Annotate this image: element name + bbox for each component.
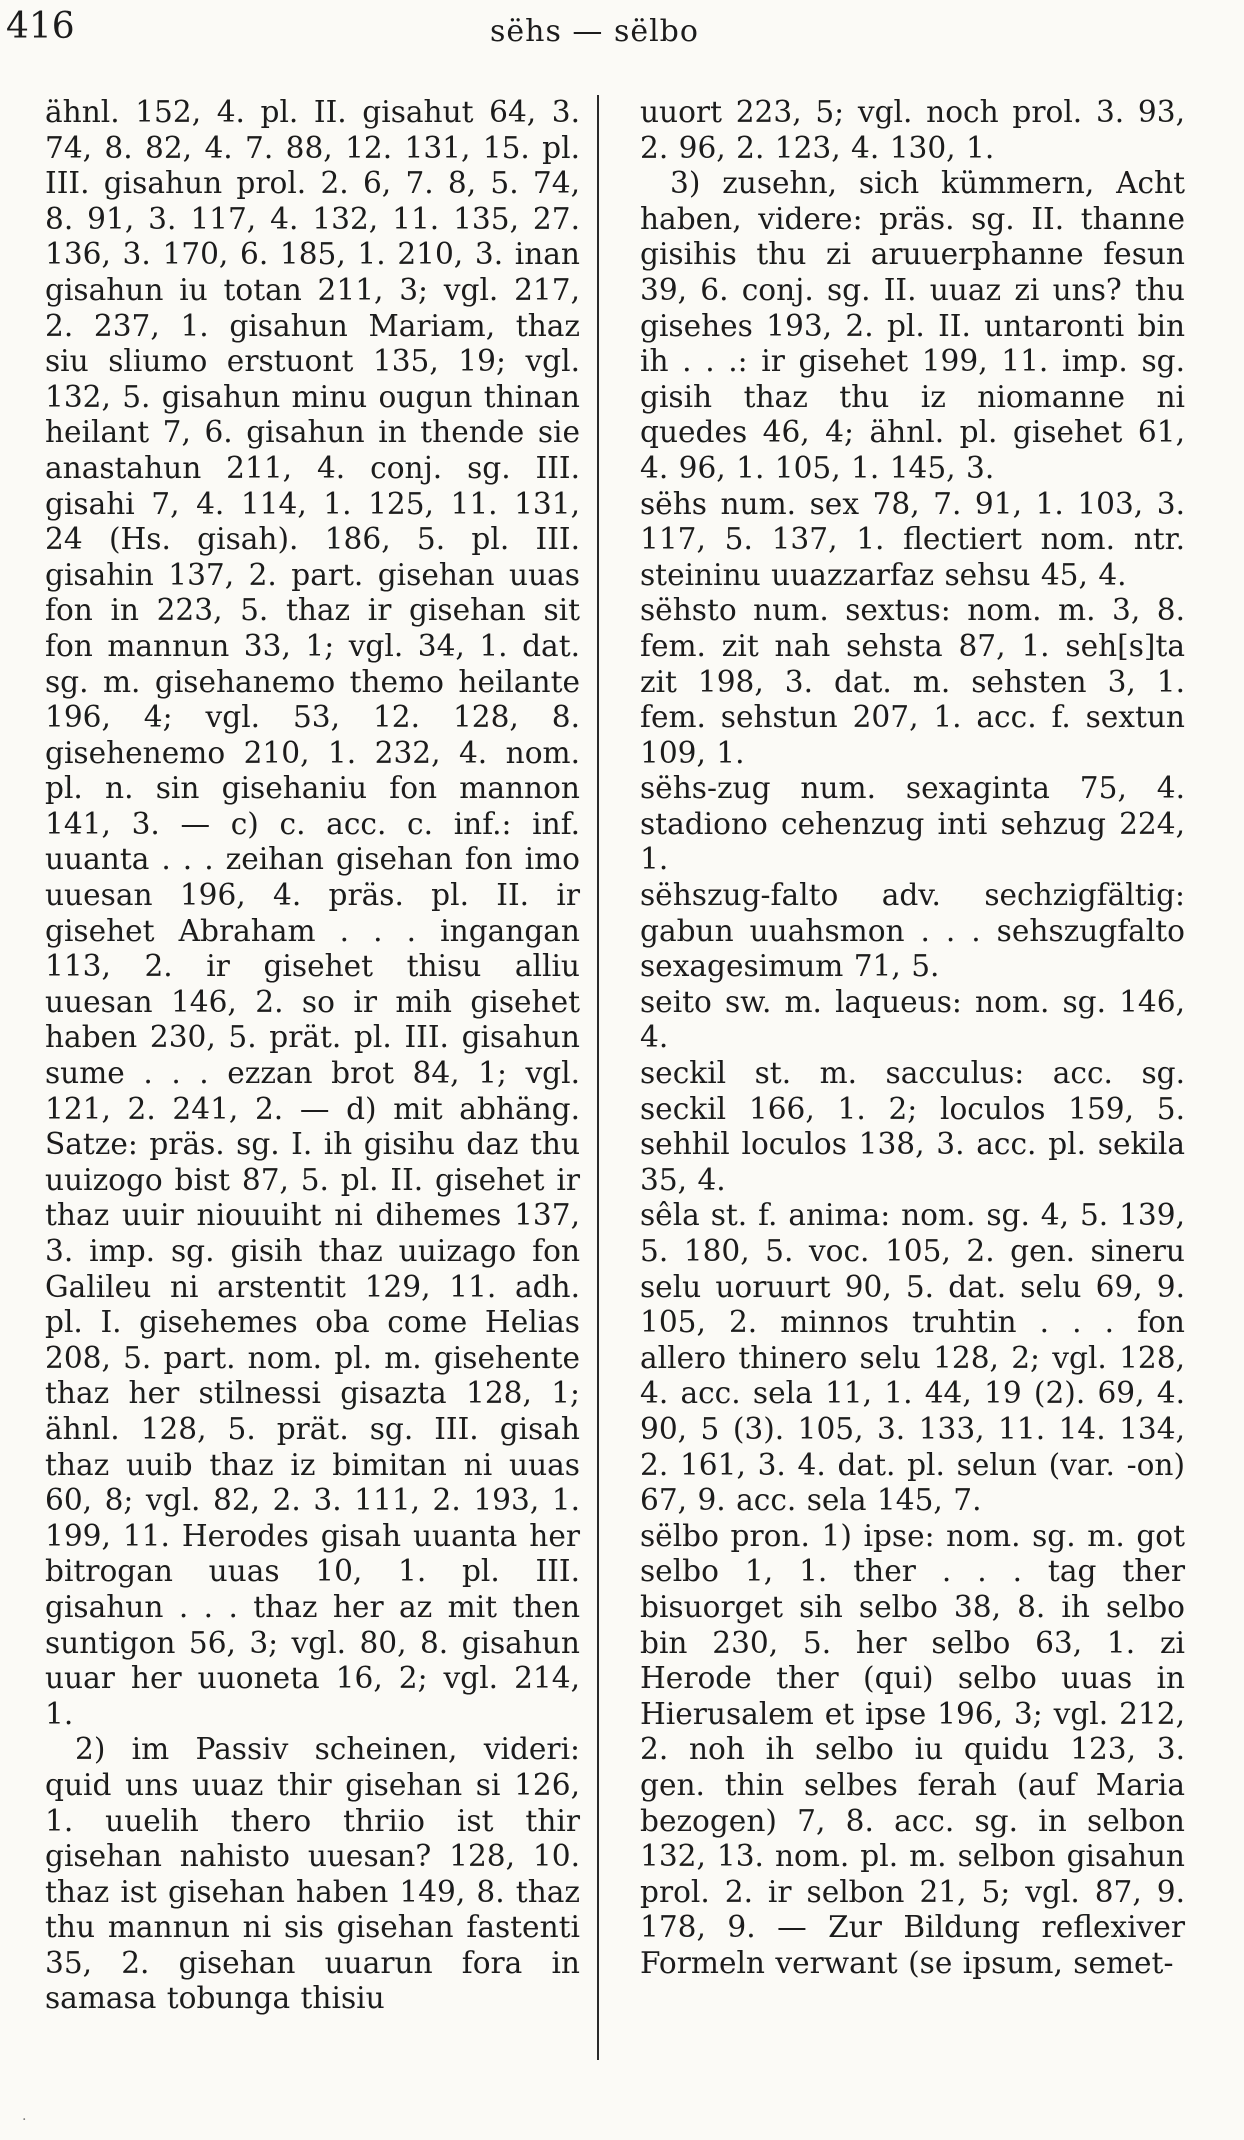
right-paragraph-1: uuort 223, 5; vgl. noch prol. 3. 93, 2. 96, 2. 123, 4. 130, 1. <box>640 95 1185 165</box>
entry-sehs: sëhs num. sex 78, 7. 91, 1. 103, 3. 117, 5. 137, 1. flectiert nom. ntr. steininu uuazzarfaz sehsu 45, 4. <box>640 486 1185 592</box>
entry-sehs-zug: sëhs-zug num. sexaginta 75, 4. stadiono cehenzug inti sehzug 224, 1. <box>640 771 1185 877</box>
running-head: sëhs — sëlbo <box>490 14 699 49</box>
entry-selbo: sëlbo pron. 1) ipse: nom. sg. m. got selbo 1, 1. ther . . . tag ther bisuorget sih selbo 38, 8. ih selbo bin 230, 5. her selbo 63, 1. zi Herode ther (qui) selbo uuas in Hierusalem et ipse 196, 3; vgl. 212, 2. noh ih selbo iu quidu 123, 3. gen. thin selbes ferah (auf Maria bezogen) 7, 8. acc. sg. in selbon 132, 13. nom. pl. m. selbon gisahun prol. 2. ir selbon 21, 5; vgl. 87, 9. 178, 9. — Zur Bildung reflexiver Formeln verwant (se ipsum, semet- <box>640 1518 1185 1980</box>
page-number: 416 <box>6 6 75 47</box>
left-paragraph-2: 2) im Passiv scheinen, videri: quid uns uuaz thir gisehan si 126, 1. uuelih thero thriio ist thir gisehan nahisto uuesan? 128, 10. thaz ist gisehan haben 149, 8. thaz thu mannun ni sis gisehan fastenti 35, 2. gisehan uuarun fora in samasa tobunga thisiu <box>45 1732 580 2016</box>
right-column <box>640 95 1185 1981</box>
right-paragraph-2: 3) zusehn, sich kümmern, Acht haben, videre: präs. sg. II. thanne gisihis thu zi aruuerphanne fesun 39, 6. conj. sg. II. uuaz zi uns? thu gisehes 193, 2. pl. II. untaronti bin ih . . .: ir gisehet 199, 11. imp. sg. gisih thaz thu iz niomanne ni quedes 46, 4; ähnl. pl. gisehet 61, 4. 96, 1. 105, 1. 145, 3. <box>640 166 1185 485</box>
entry-sehszug-falto: sëhszug-falto adv. sechzigfältig: gabun uuahsmon . . . sehszugfalto sexagesimum 71, 5. <box>640 878 1185 984</box>
entry-sela: sêla st. f. anima: nom. sg. 4, 5. 139, 5. 180, 5. voc. 105, 2. gen. sineru selu uoruurt 90, 5. dat. selu 69, 9. 105, 2. minnos truhtin . . . fon allero thinero selu 128, 2; vgl. 128, 4. acc. sela 11, 1. 44, 19 (2). 69, 4. 90, 5 (3). 105, 3. 133, 11. 14. 134, 2. 161, 3. 4. dat. pl. selun (var. -on) 67, 9. acc. sela 145, 7. <box>640 1198 1185 1518</box>
left-column <box>45 95 580 2017</box>
entry-seckil: seckil st. m. sacculus: acc. sg. seckil 166, 1. 2; loculos 159, 5. sehhil loculos 138, 3. acc. pl. sekila 35, 4. <box>640 1056 1185 1197</box>
entry-sehsto: sëhsto num. sextus: nom. m. 3, 8. fem. zit nah sehsta 87, 1. seh[s]ta zit 198, 3. dat. m. sehsten 3, 1. fem. sehstun 207, 1. acc. f. sextun 109, 1. <box>640 593 1185 770</box>
entry-seito: seito sw. m. laqueus: nom. sg. 146, 4. <box>640 984 1185 1055</box>
column-divider <box>597 95 599 2060</box>
footer-mark: . <box>22 2108 27 2124</box>
left-paragraph-1: ähnl. 152, 4. pl. II. gisahut 64, 3. 74, 8. 82, 4. 7. 88, 12. 131, 15. pl. III. gisahun prol. 2. 6, 7. 8, 5. 74, 8. 91, 3. 117, 4. 132, 11. 135, 27. 136, 3. 170, 6. 185, 1. 210, 3. inan gisahun iu totan 211, 3; vgl. 217, 2. 237, 1. gisahun Mariam, thaz siu sliumo erstuont 135, 19; vgl. 132, 5. gisahun minu ougun thinan heilant 7, 6. gisahun in thende sie anastahun 211, 4. conj. sg. III. gisahi 7, 4. 114, 1. 125, 11. 131, 24 (Hs. gisah). 186, 5. pl. III. gisahin 137, 2. part. gisehan uuas fon in 223, 5. thaz ir gisehan sit fon mannun 33, 1; vgl. 34, 1. dat. sg. m. gisehanemo themo heilante 196, 4; vgl. 53, 12. 128, 8. gisehenemo 210, 1. 232, 4. nom. pl. n. sin gisehaniu fon mannon 141, 3. — c) c. acc. c. inf.: inf. uuanta . . . zeihan gisehan fon imo uuesan 196, 4. präs. pl. II. ir gisehet Abraham . . . ingangan 113, 2. ir gisehet thisu alliu uuesan 146, 2. so ir mih gisehet haben 230, 5. prät. pl. III. gisahun sume . . . ezzan brot 84, 1; vgl. 121, 2. 241, 2. — d) mit abhäng. Satze: präs. sg. I. ih gisihu daz thu uuizogo bist 87, 5. pl. II. gisehet ir thaz uuir niouuiht ni dihemes 137, 3. imp. sg. gisih thaz uuizago fon Galileu ni arstentit 129, 11. adh. pl. I. gisehemes oba come Helias 208, 5. part. nom. pl. m. gisehente thaz her stilnessi gisazta 128, 1; ähnl. 128, 5. prät. sg. III. gisah thaz uuib thaz iz bimitan ni uuas 60, 8; vgl. 82, 2. 3. 111, 2. 193, 1. 199, 11. Herodes gisah uuanta her bitrogan uuas 10, 1. pl. III. gisahun . . . thaz her az mit then suntigon 56, 3; vgl. 80, 8. gisahun uuar her uuoneta 16, 2; vgl. 214, 1. <box>45 95 580 1731</box>
